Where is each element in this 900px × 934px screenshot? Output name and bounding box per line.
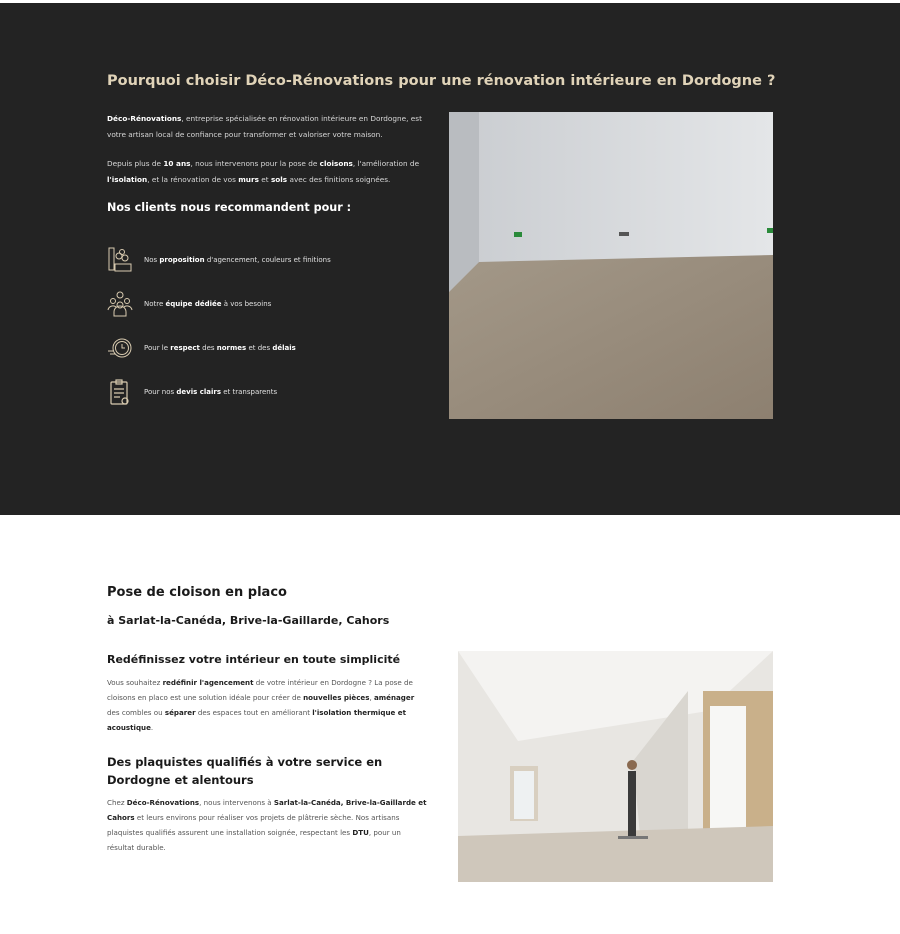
bold-text: aménager: [373, 693, 415, 702]
text-segment: ,: [369, 693, 374, 702]
text-segment: Chez: [107, 798, 127, 807]
bold-text: respect: [170, 344, 200, 352]
text-segment: , nous intervenons à: [199, 798, 274, 807]
text-segment: des combles ou: [107, 708, 165, 717]
text-segment: , l'amélioration de: [352, 159, 420, 168]
feature-item: [107, 370, 422, 414]
team-icon: [107, 290, 133, 318]
why-title: Pourquoi choisir Déco-Rénovations pour une rénovation intérieure en Dordogne ?: [107, 73, 776, 89]
experience-paragraph: [107, 156, 422, 187]
block-text: [107, 795, 427, 855]
feature-item: [107, 282, 422, 326]
text-segment: Pour nos: [144, 388, 177, 396]
feature-text: [144, 300, 271, 308]
bold-text: l'isolation thermique et acoustique: [107, 708, 406, 732]
text-segment: des: [199, 344, 217, 352]
text-segment: des espaces tout en améliorant: [195, 708, 313, 717]
bold-text: proposition: [159, 256, 205, 264]
bold-text: séparer: [164, 708, 196, 717]
text-segment: et transparents: [221, 388, 278, 396]
block-heading: Des plaquistes qualifiés à votre service en Dordogne et alentours: [107, 755, 383, 787]
text-segment: , pour un résultat durable.: [107, 828, 401, 852]
text-segment: Nos: [144, 256, 160, 264]
text-segment: Depuis plus de: [107, 159, 164, 168]
bold-text: l'isolation: [107, 174, 148, 184]
bold-text: nouvelles pièces: [303, 693, 370, 702]
plasterer-photo: [458, 651, 773, 882]
placo-title: Pose de cloison en placo: [107, 585, 287, 600]
bold-text: sols: [270, 174, 288, 184]
clipboard-icon: [107, 378, 133, 406]
bold-text: Déco-Rénovations: [126, 798, 200, 807]
bold-text: 10 ans: [163, 159, 191, 168]
why-content: [107, 111, 422, 414]
color-swatches-icon: [107, 246, 133, 274]
bold-text: normes: [216, 344, 247, 352]
feature-text: [144, 256, 331, 264]
text-segment: , entreprise spécialisée en rénovation intérieure en Dordogne, est votre artisan local de confiance pour transformer et valoriser votre maison.: [107, 114, 422, 139]
bold-text: équipe dédiée: [165, 300, 222, 308]
renovated-room-photo: [449, 112, 773, 419]
recommend-subtitle: Nos clients nous recommandent pour :: [107, 201, 352, 214]
bold-text: Déco-Rénovations: [107, 114, 182, 123]
placo-content: [107, 651, 427, 873]
block-heading: Redéfinissez votre intérieur en toute simplicité: [107, 653, 401, 666]
text-segment: et: [258, 174, 271, 184]
text-segment: .: [150, 723, 154, 732]
text-segment: d'agencement, couleurs et finitions: [204, 256, 331, 264]
text-segment: de votre intérieur en Dordogne ? La pose de cloisons en placo est une solution idéale pour créer de: [107, 678, 413, 702]
feature-item: [107, 326, 422, 370]
text-segment: , nous intervenons pour la pose de: [190, 159, 320, 168]
text-segment: et leurs environs pour réaliser vos projets de plâtrerie sèche. Nos artisans plaquistes qualifiés assurent une installation soignée, respectant les: [107, 813, 400, 837]
feature-item: [107, 238, 422, 282]
text-segment: et des: [246, 344, 273, 352]
bold-text: Sarlat-la-Canéda, Brive-la-Gaillarde et Cahors: [107, 798, 427, 822]
feature-text: [144, 344, 296, 352]
text-segment: Notre: [144, 300, 166, 308]
bold-text: délais: [272, 344, 296, 352]
bold-text: murs: [238, 174, 259, 184]
text-segment: à vos besoins: [221, 300, 272, 308]
intro-paragraph: [107, 111, 422, 142]
block-text: [107, 675, 427, 735]
text-segment: Vous souhaitez: [107, 678, 163, 687]
text-segment: avec des finitions soignées.: [287, 174, 391, 184]
text-segment: Pour le: [144, 344, 171, 352]
placo-cities: à Sarlat-la-Canéda, Brive-la-Gaillarde, Cahors: [107, 614, 390, 627]
bold-text: devis clairs: [176, 388, 222, 396]
bold-text: cloisons: [319, 159, 353, 168]
feature-text: [144, 388, 277, 396]
bold-text: DTU: [352, 828, 369, 837]
text-segment: , et la rénovation de vos: [147, 174, 239, 184]
bold-text: redéfinir l'agencement: [162, 678, 254, 687]
clock-icon: [107, 334, 133, 362]
